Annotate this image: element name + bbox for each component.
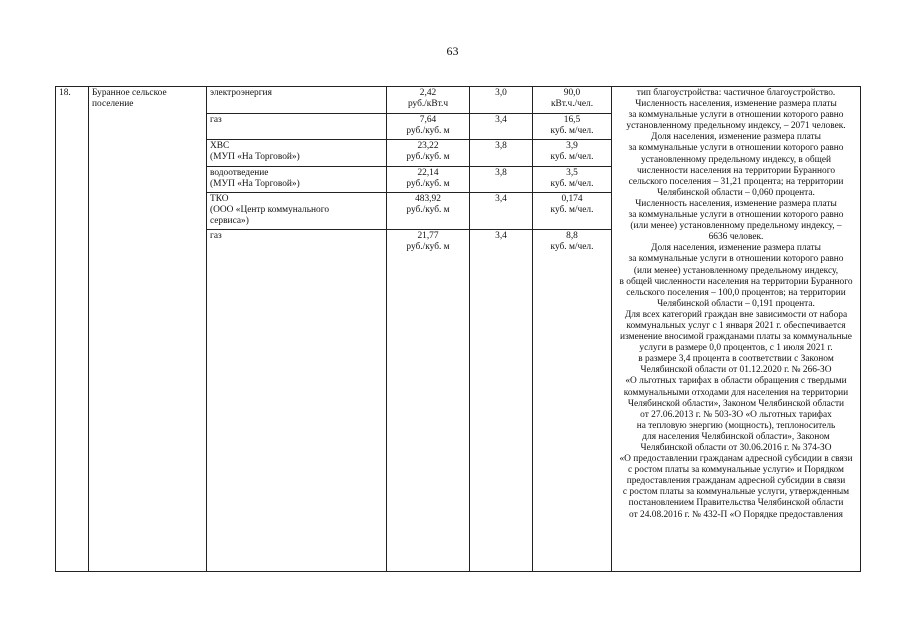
volume-unit: куб. м/чел. <box>550 242 594 253</box>
description-line: за коммунальные услуги в отношении которого равно <box>628 210 844 221</box>
description-line: (или менее) установленному предельному индексу, – <box>630 221 842 232</box>
service-name-line: (МУП «На Торговой») <box>210 152 300 163</box>
description-line: в общей численности населения на территории Буранного <box>619 276 853 287</box>
volume-unit: кВт.ч./чел. <box>550 99 594 110</box>
volume-unit: куб. м/чел. <box>550 179 594 190</box>
index-value: 3,8 <box>470 140 533 167</box>
service-name-line: ТКО <box>210 194 229 204</box>
tariff-value: 2,42 <box>419 88 437 98</box>
volume-value: 8,8 <box>566 231 578 241</box>
description-line: от 24.08.2016 г. № 432-П «О Порядке предоставления <box>629 509 843 520</box>
description-line: для населения Челябинской области», Законом <box>642 431 830 442</box>
tariff-unit: руб./куб. м <box>406 205 450 216</box>
table-body <box>56 87 861 572</box>
description-line: за коммунальные услуги в отношении которого равно <box>628 254 844 265</box>
description-line: «О предоставлении гражданам адресной субсидии в связи <box>619 454 853 465</box>
tariff-cell <box>387 87 470 114</box>
description-line: предоставления гражданам адресной субсидии в связи <box>626 476 846 487</box>
service-name-line: (ООО «Центр коммунального <box>210 205 330 216</box>
description-line: коммунальными отходами для населения на территории <box>623 387 849 398</box>
service-name-line: газ <box>210 115 222 125</box>
service-name <box>207 87 387 114</box>
volume-value: 16,5 <box>563 115 581 125</box>
description-line: за коммунальные услуги в отношении которого равно <box>628 110 844 121</box>
volume-unit: куб. м/чел. <box>550 205 594 216</box>
table-row <box>56 87 861 114</box>
description-line: с ростом платы за коммунальные услуги» и Порядком <box>628 465 844 476</box>
description-line: услуги в размере 0,0 процентов, с 1 июля 2021 г. <box>639 343 833 354</box>
service-name <box>207 140 387 167</box>
description-line: Численность населения, изменение размера платы <box>635 198 837 209</box>
tariff-value: 7,64 <box>419 115 437 125</box>
tariff-table <box>55 86 861 572</box>
description-line: Численность населения, изменение размера платы <box>635 99 837 110</box>
volume-cell <box>533 230 612 572</box>
volume-cell <box>533 140 612 167</box>
tariff-cell <box>387 140 470 167</box>
description-line: Челябинской области – 0,191 процента. <box>657 298 815 309</box>
description-line: сельского поселения – 100,0 процентов; на территории <box>626 287 846 298</box>
index-value: 3,0 <box>470 87 533 114</box>
tariff-value: 22,14 <box>417 168 439 178</box>
page-number: 63 <box>446 44 459 58</box>
description-line: численности населения на территории Буранного <box>636 165 836 176</box>
volume-cell <box>533 193 612 230</box>
service-name-line: (МУП «На Торговой») <box>210 179 300 190</box>
description-line: Челябинской области», Законом Челябинской области <box>627 398 845 409</box>
volume-unit: куб. м/чел. <box>550 152 594 163</box>
tariff-unit: руб./куб. м <box>406 179 450 190</box>
description-line: в размере 3,4 процента в соответствии с Законом <box>638 354 834 365</box>
index-value: 3,4 <box>470 193 533 230</box>
service-name <box>207 114 387 140</box>
service-name <box>207 193 387 230</box>
volume-value: 0,174 <box>561 194 583 204</box>
service-name-line: сервиса») <box>210 216 249 227</box>
description-line: постановлением Правительства Челябинской области <box>628 498 844 509</box>
tariff-value: 23,22 <box>417 141 439 151</box>
description-cell <box>612 87 861 572</box>
description-line: Челябинской области от 01.12.2020 г. № 266-ЗО <box>640 365 832 376</box>
description-line: Челябинской области – 0,060 процента. <box>657 187 815 198</box>
description-line: Доля населения, изменение размера платы <box>651 243 821 254</box>
service-name-line: ХВС <box>210 141 230 151</box>
volume-cell <box>533 114 612 140</box>
description-line: на тепловую энергию (мощность), теплоноситель <box>636 420 836 431</box>
service-name-line: электроэнергия <box>210 88 272 98</box>
tariff-unit: руб./кВт.ч <box>407 99 449 110</box>
tariff-cell <box>387 167 470 193</box>
description-line: (или менее) установленному предельному индексу, <box>633 265 839 276</box>
description-line: 6636 человек. <box>708 232 764 243</box>
description-line: за коммунальные услуги в отношении которого равно <box>628 143 844 154</box>
index-value: 3,4 <box>470 230 533 572</box>
tariff-cell <box>387 193 470 230</box>
description-line: от 27.06.2013 г. № 503-ЗО «О льготных тарифах <box>640 409 832 420</box>
volume-value: 90,0 <box>563 88 581 98</box>
description-line: «О льготных тарифах в области обращения с твердыми <box>625 376 847 387</box>
description-line: установленному предельному индексу, в общей <box>640 154 832 165</box>
description-line: Челябинской области от 30.06.2016 г. № 374-ЗО <box>640 443 832 453</box>
description-line: сельского поселения – 31,21 процента; на территории <box>628 176 844 187</box>
tariff-cell <box>387 114 470 140</box>
service-name-line: газ <box>210 231 222 241</box>
tariff-unit: руб./куб. м <box>406 126 450 137</box>
description-line: Доля населения, изменение размера платы <box>651 132 821 143</box>
row-number: 18. <box>56 87 89 572</box>
tariff-unit: руб./куб. м <box>406 152 450 163</box>
description-line: коммунальных услуг с 1 января 2021 г. обеспечивается <box>626 320 846 331</box>
description-line: изменение вносимой гражданами платы за коммунальные <box>620 332 852 343</box>
index-value: 3,4 <box>470 114 533 140</box>
index-value: 3,8 <box>470 167 533 193</box>
tariff-unit: руб./куб. м <box>406 242 450 253</box>
volume-unit: куб. м/чел. <box>550 126 594 137</box>
tariff-value: 21,77 <box>417 231 439 241</box>
volume-cell <box>533 87 612 114</box>
description-line: с ростом платы за коммунальные услуги, утвержденным <box>622 487 850 498</box>
service-name <box>207 167 387 193</box>
tariff-value: 483,92 <box>415 194 441 204</box>
volume-cell <box>533 167 612 193</box>
tariff-cell <box>387 230 470 572</box>
description-line: тип благоустройства: частичное благоустройство. <box>636 88 836 98</box>
volume-value: 3,9 <box>566 141 578 151</box>
service-name-line: водоотведение <box>210 168 269 178</box>
service-name <box>207 230 387 572</box>
description-line: Для всех категорий граждан вне зависимости от набора <box>624 309 848 320</box>
settlement-name: Буранное сельское поселение <box>89 87 207 572</box>
description-line: установленному предельному индексу, – 2071 человек. <box>626 121 846 132</box>
volume-value: 3,5 <box>566 168 578 178</box>
